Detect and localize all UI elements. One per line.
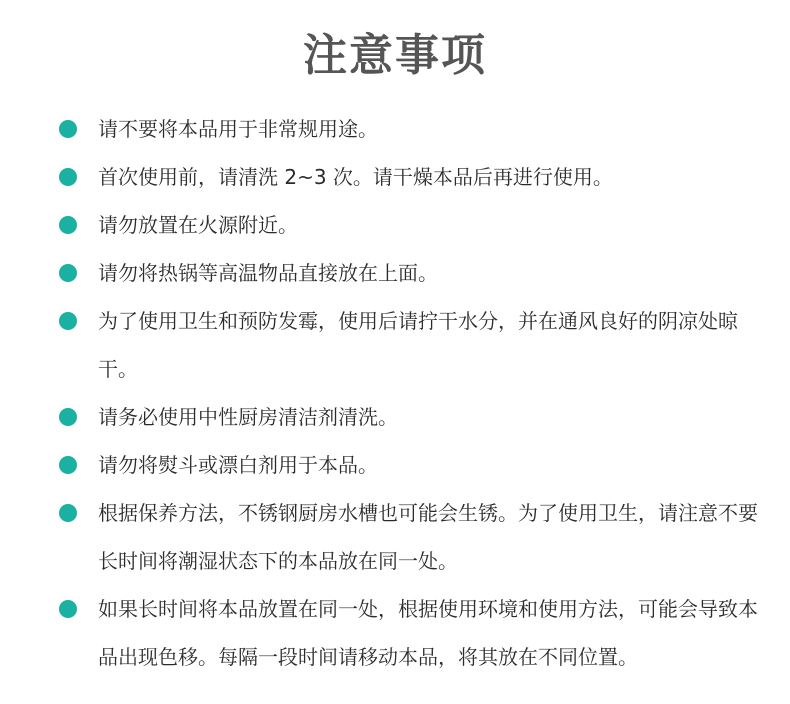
list-item-text: 请不要将本品用于非常规用途。 xyxy=(98,117,378,141)
list-item-text: 请勿放置在火源附近。 xyxy=(98,213,298,237)
list-item-text: 首次使用前，请清洗 2~3 次。请干燥本品后再进行使用。 xyxy=(98,165,613,189)
list-item xyxy=(0,585,790,681)
list-item xyxy=(0,489,790,585)
list-item xyxy=(0,153,790,201)
bullet-dot-icon xyxy=(59,120,77,138)
bullet-dot-icon xyxy=(59,504,77,522)
bullet-dot-icon xyxy=(59,408,77,426)
list-item xyxy=(0,441,790,489)
list-item xyxy=(0,297,790,393)
list-item xyxy=(0,105,790,153)
bullet-dot-icon xyxy=(59,600,77,618)
bullet-dot-icon xyxy=(59,216,77,234)
bullet-dot-icon xyxy=(59,456,77,474)
list-item-text: 请务必使用中性厨房清洁剂清洗。 xyxy=(98,405,398,429)
bullet-dot-icon xyxy=(59,312,77,330)
bullet-dot-icon xyxy=(59,168,77,186)
notice-list xyxy=(0,105,790,681)
list-item xyxy=(0,201,790,249)
list-item xyxy=(0,249,790,297)
list-item-text: 请勿将熨斗或漂白剂用于本品。 xyxy=(98,453,378,477)
list-item xyxy=(0,393,790,441)
page-title: 注意事项 xyxy=(303,30,487,81)
list-item-text: 请勿将热锅等高温物品直接放在上面。 xyxy=(98,261,438,285)
list-item-text: 如果长时间将本品放置在同一处，根据使用环境和使用方法，可能会导致本品出现色移。每隔一段时间请移动本品，将其放在不同位置。 xyxy=(98,597,758,669)
list-item-text: 根据保养方法，不锈钢厨房水槽也可能会生锈。为了使用卫生，请注意不要长时间将潮湿状态下的本品放在同一处。 xyxy=(98,501,758,573)
list-item-text: 为了使用卫生和预防发霉，使用后请拧干水分，并在通风良好的阴凉处晾干。 xyxy=(98,309,738,381)
bullet-dot-icon xyxy=(59,264,77,282)
